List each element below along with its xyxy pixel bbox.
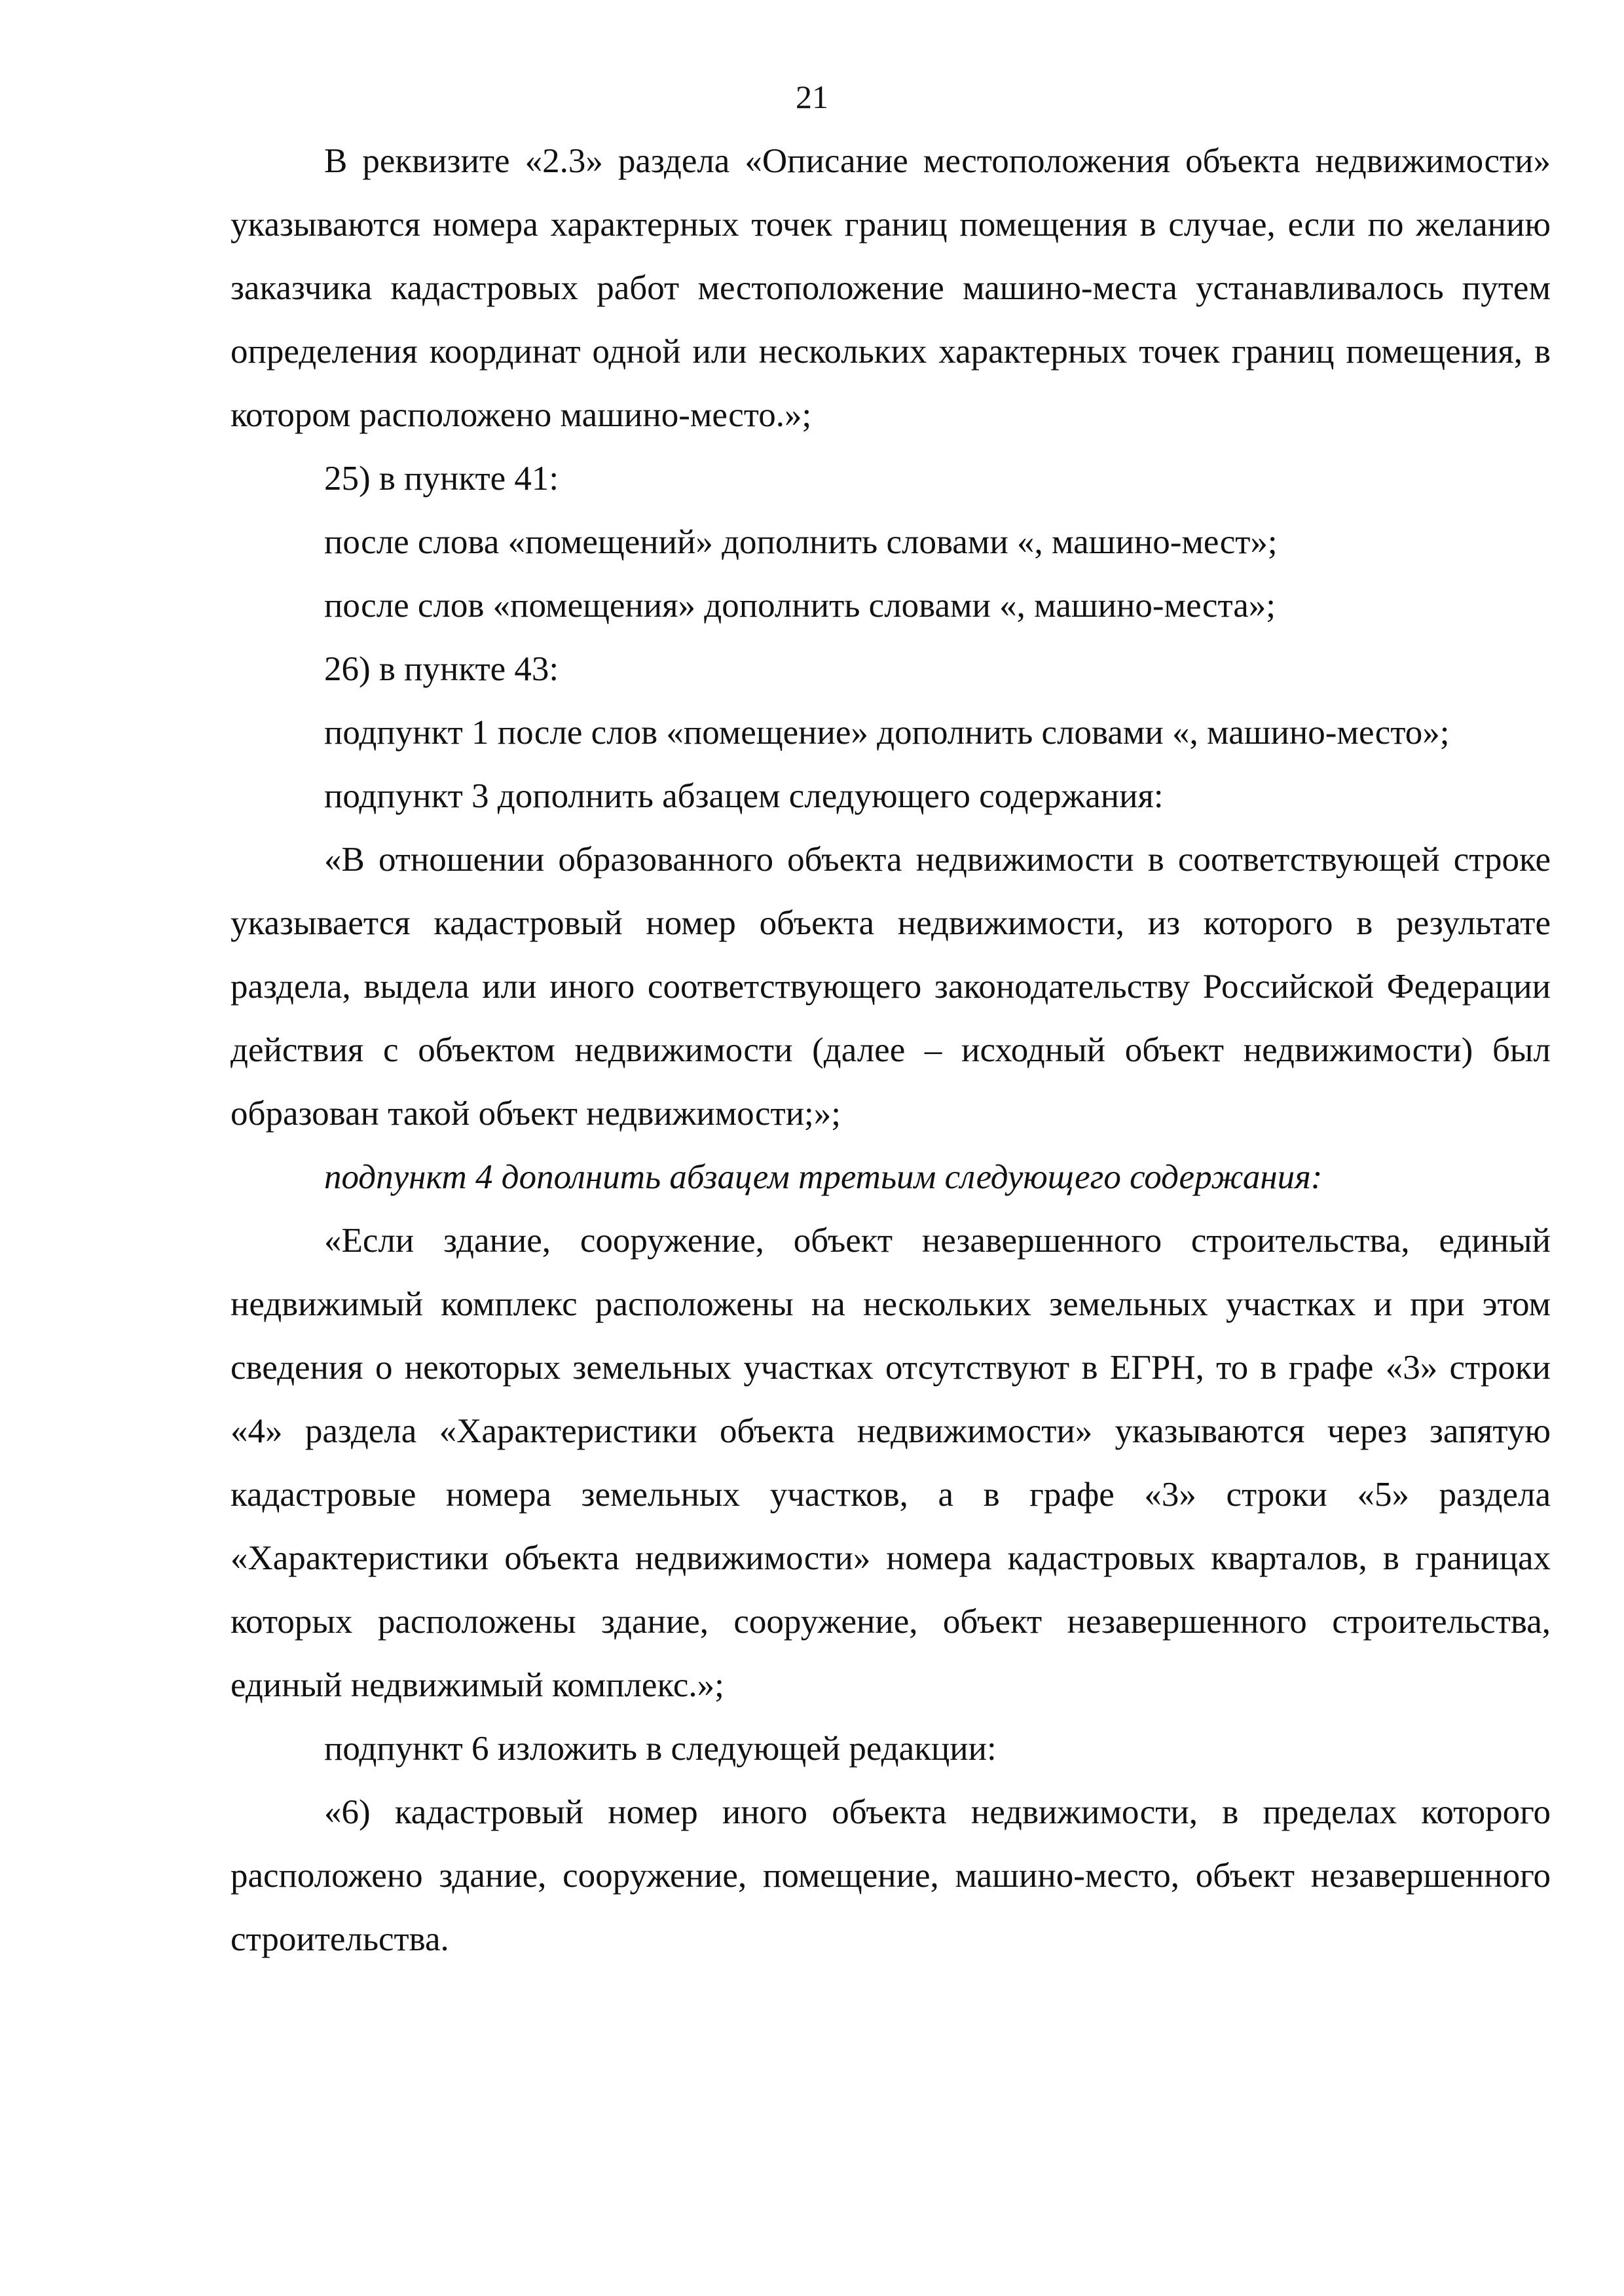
paragraph-item-25: 25) в пункте 41:	[324, 460, 559, 498]
paragraph-item-25-premises: после слова «помещений» дополнить словами «, машино-мест»;	[324, 523, 1278, 561]
paragraph-item-26: 26) в пункте 43:	[324, 650, 559, 688]
paragraph-subitem-4-content: «Если здание, сооружение, объект незавершенного строительства, единый недвижимый комплекс расположены на нескольких земельных участках и при этом сведения о некоторых земельных участках отсутствуют в ЕГРН, то в графе «3» строки «4» раздела «Характеристики объекта недвижимости» указываются через запятую кадастровые номера земельных участков, а в графе «3» строки «5» раздела «Характеристики объекта недвижимости» номера кадастровых кварталов, в границах которых расположены здание, сооружение, объект незавершенного строительства, единый недвижимый комплекс.»;	[231, 1222, 1551, 1704]
document-body	[231, 130, 1551, 1971]
paragraph-subitem-4: подпункт 4 дополнить абзацем третьим следующего содержания:	[324, 1158, 1323, 1196]
paragraph-requisite-2-3: В реквизите «2.3» раздела «Описание местоположения объекта недвижимости» указываются номера характерных точек границ помещения в случае, если по желанию заказчика кадастровых работ местоположение машино-места устанавливалось путем определения координат одной или нескольких характерных точек границ помещения, в котором расположено машино-место.»;	[231, 142, 1551, 434]
paragraph-item-25-premise: после слов «помещения» дополнить словами «, машино-места»;	[324, 587, 1276, 625]
paragraph-subitem-1: подпункт 1 после слов «помещение» дополнить словами «, машино-место»;	[324, 714, 1450, 752]
paragraph-subitem-6-content: «6) кадастровый номер иного объекта недвижимости, в пределах которого расположено здание, сооружение, помещение, машино-место, объект незавершенного строительства.	[231, 1793, 1551, 1958]
page-number: 21	[796, 79, 828, 115]
paragraph-subitem-6: подпункт 6 изложить в следующей редакции:	[324, 1730, 997, 1768]
paragraph-subitem-3-content: «В отношении образованного объекта недвижимости в соответствующей строке указывается кадастровый номер объекта недвижимости, из которого в результате раздела, выдела или иного соответствующего законодательству Российской Федерации действия с объектом недвижимости (далее – исходный объект недвижимости) был образован такой объект недвижимости;»;	[231, 841, 1551, 1133]
paragraph-subitem-3: подпункт 3 дополнить абзацем следующего содержания:	[324, 777, 1164, 815]
